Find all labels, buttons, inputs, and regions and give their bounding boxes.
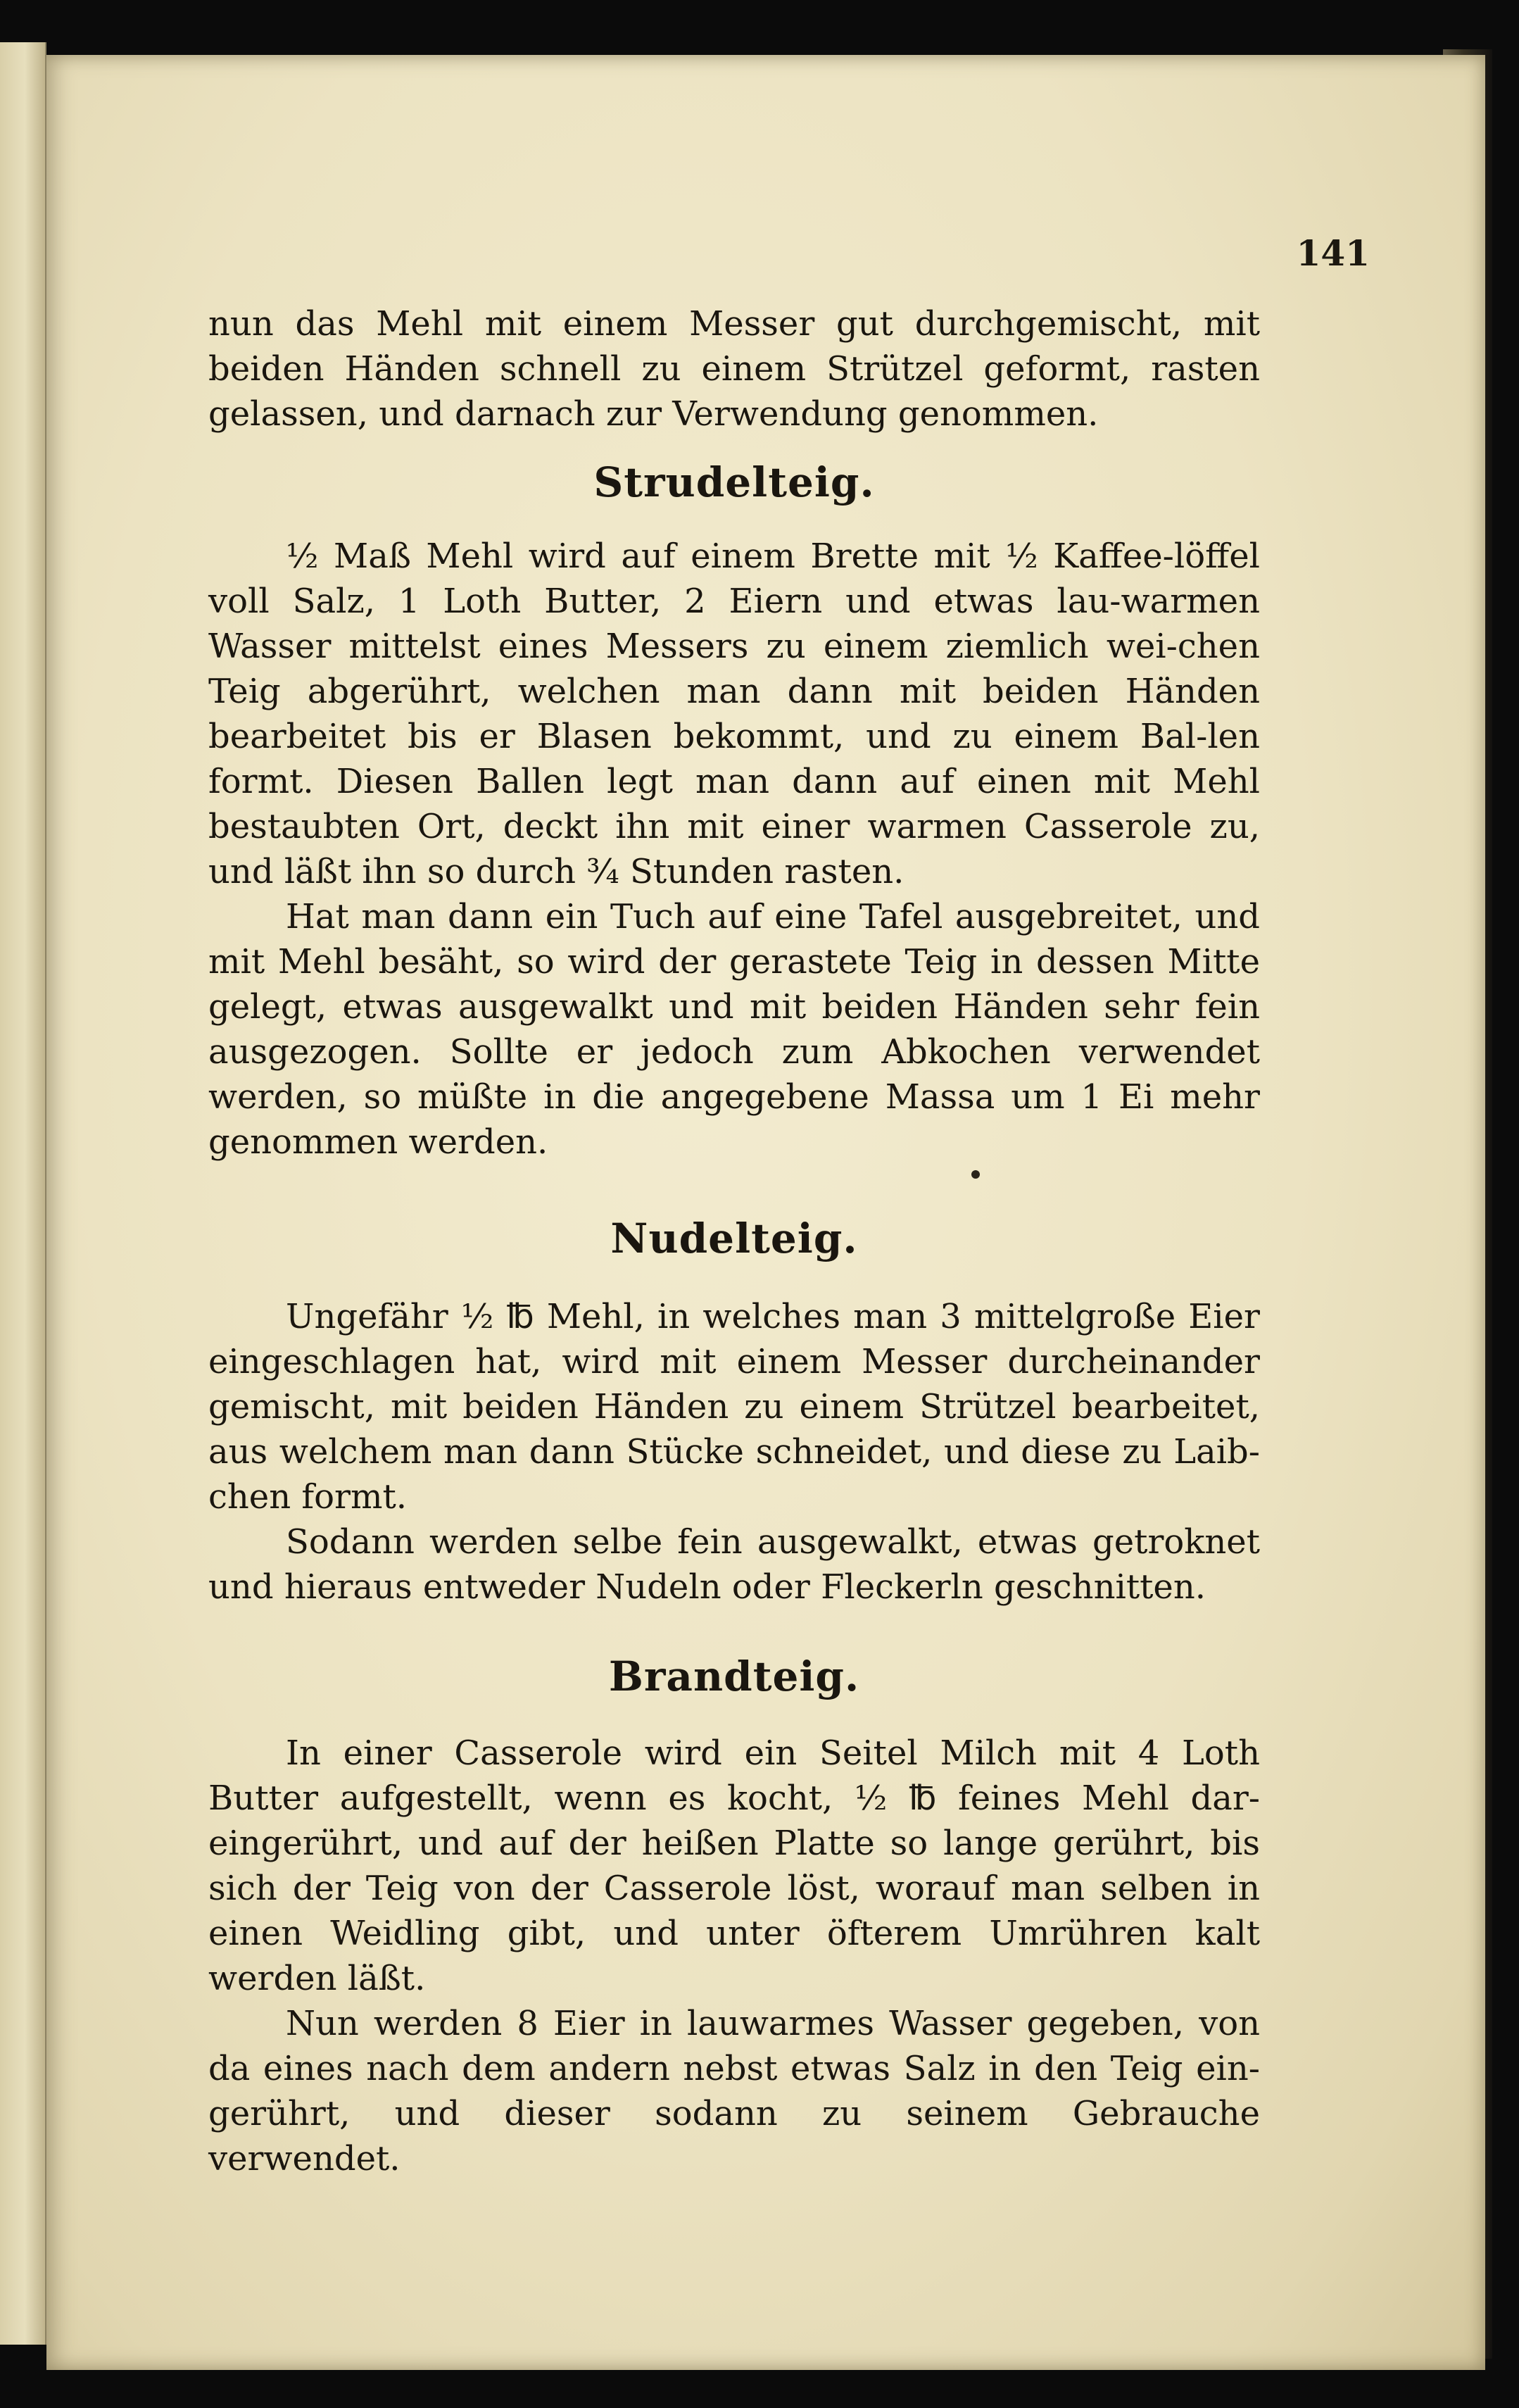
strudelteig-paragraph-1: ½ Maß Mehl wird auf einem Brette mit ½ Kaffee-löffel voll Salz, 1 Loth Butter, 2 Eiern und etwas lau-warmen Wasser mittelst eines Messers zu einem ziemlich wei-chen Teig abgerührt, welchen man dann mit beiden Händen bearbeitet bis er Blasen bekommt, und zu einem Bal-len formt. Diesen Ballen legt man dann auf einen mit Mehl bestaubten Ort, deckt ihn mit einer warmen Casserole zu, und läßt ihn so durch ¾ Stunden rasten.: [208, 537, 1260, 891]
ink-dot-mark: [971, 1170, 980, 1179]
page-number: 141: [1296, 232, 1370, 274]
brandteig-paragraph-1: In einer Casserole wird ein Seitel Milch mit 4 Loth Butter aufgestellt, wenn es kocht, ½ ℔ feines Mehl dar-eingerührt, und auf der heißen Platte so lange gerührt, bis sich der Teig von der Casserole löst, worauf man selben in einen Weidling gibt, und unter öfterem Umrühren kalt werden läßt.: [208, 1733, 1260, 1998]
heading-nudelteig: Nudelteig.: [610, 1215, 858, 1262]
nudelteig-paragraph-2: Sodann werden selbe fein ausgewalkt, etwas getroknet und hieraus entweder Nudeln oder Fleckerln geschnitten.: [208, 1522, 1260, 1607]
brandteig-paragraph-2: Nun werden 8 Eier in lauwarmes Wasser gegeben, von da eines nach dem andern nebst etwas Salz in den Teig ein-gerührt, und dieser sodann zu seinem Gebrauche verwendet.: [208, 2004, 1260, 2178]
strudelteig-paragraph-2: Hat man dann ein Tuch auf eine Tafel ausgebreitet, und mit Mehl besäht, so wird der gerastete Teig in dessen Mitte gelegt, etwas ausgewalkt und mit beiden Händen sehr fein ausgezogen. Sollte er jedoch zum Abkochen verwendet werden, so müßte in die angegebene Massa um 1 Ei mehr genommen werden.: [208, 897, 1260, 1162]
heading-strudelteig: Strudelteig.: [593, 458, 875, 506]
intro-paragraph: nun das Mehl mit einem Messer gut durchgemischt, mit beiden Händen schnell zu einem Strützel geformt, rasten gelassen, und darnach zur Verwendung genommen.: [208, 304, 1260, 434]
heading-brandteig: Brandteig.: [608, 1653, 860, 1700]
nudelteig-paragraph-1: Ungefähr ½ ℔ Mehl, in welches man 3 mittelgroße Eier eingeschlagen hat, wird mit einem Messer durcheinander gemischt, mit beiden Händen zu einem Strützel bearbeitet, aus welchem man dann Stücke schneidet, und diese zu Laib-chen formt.: [208, 1297, 1260, 1517]
page-text: [208, 301, 1260, 2181]
left-page-edge: [0, 42, 46, 2345]
